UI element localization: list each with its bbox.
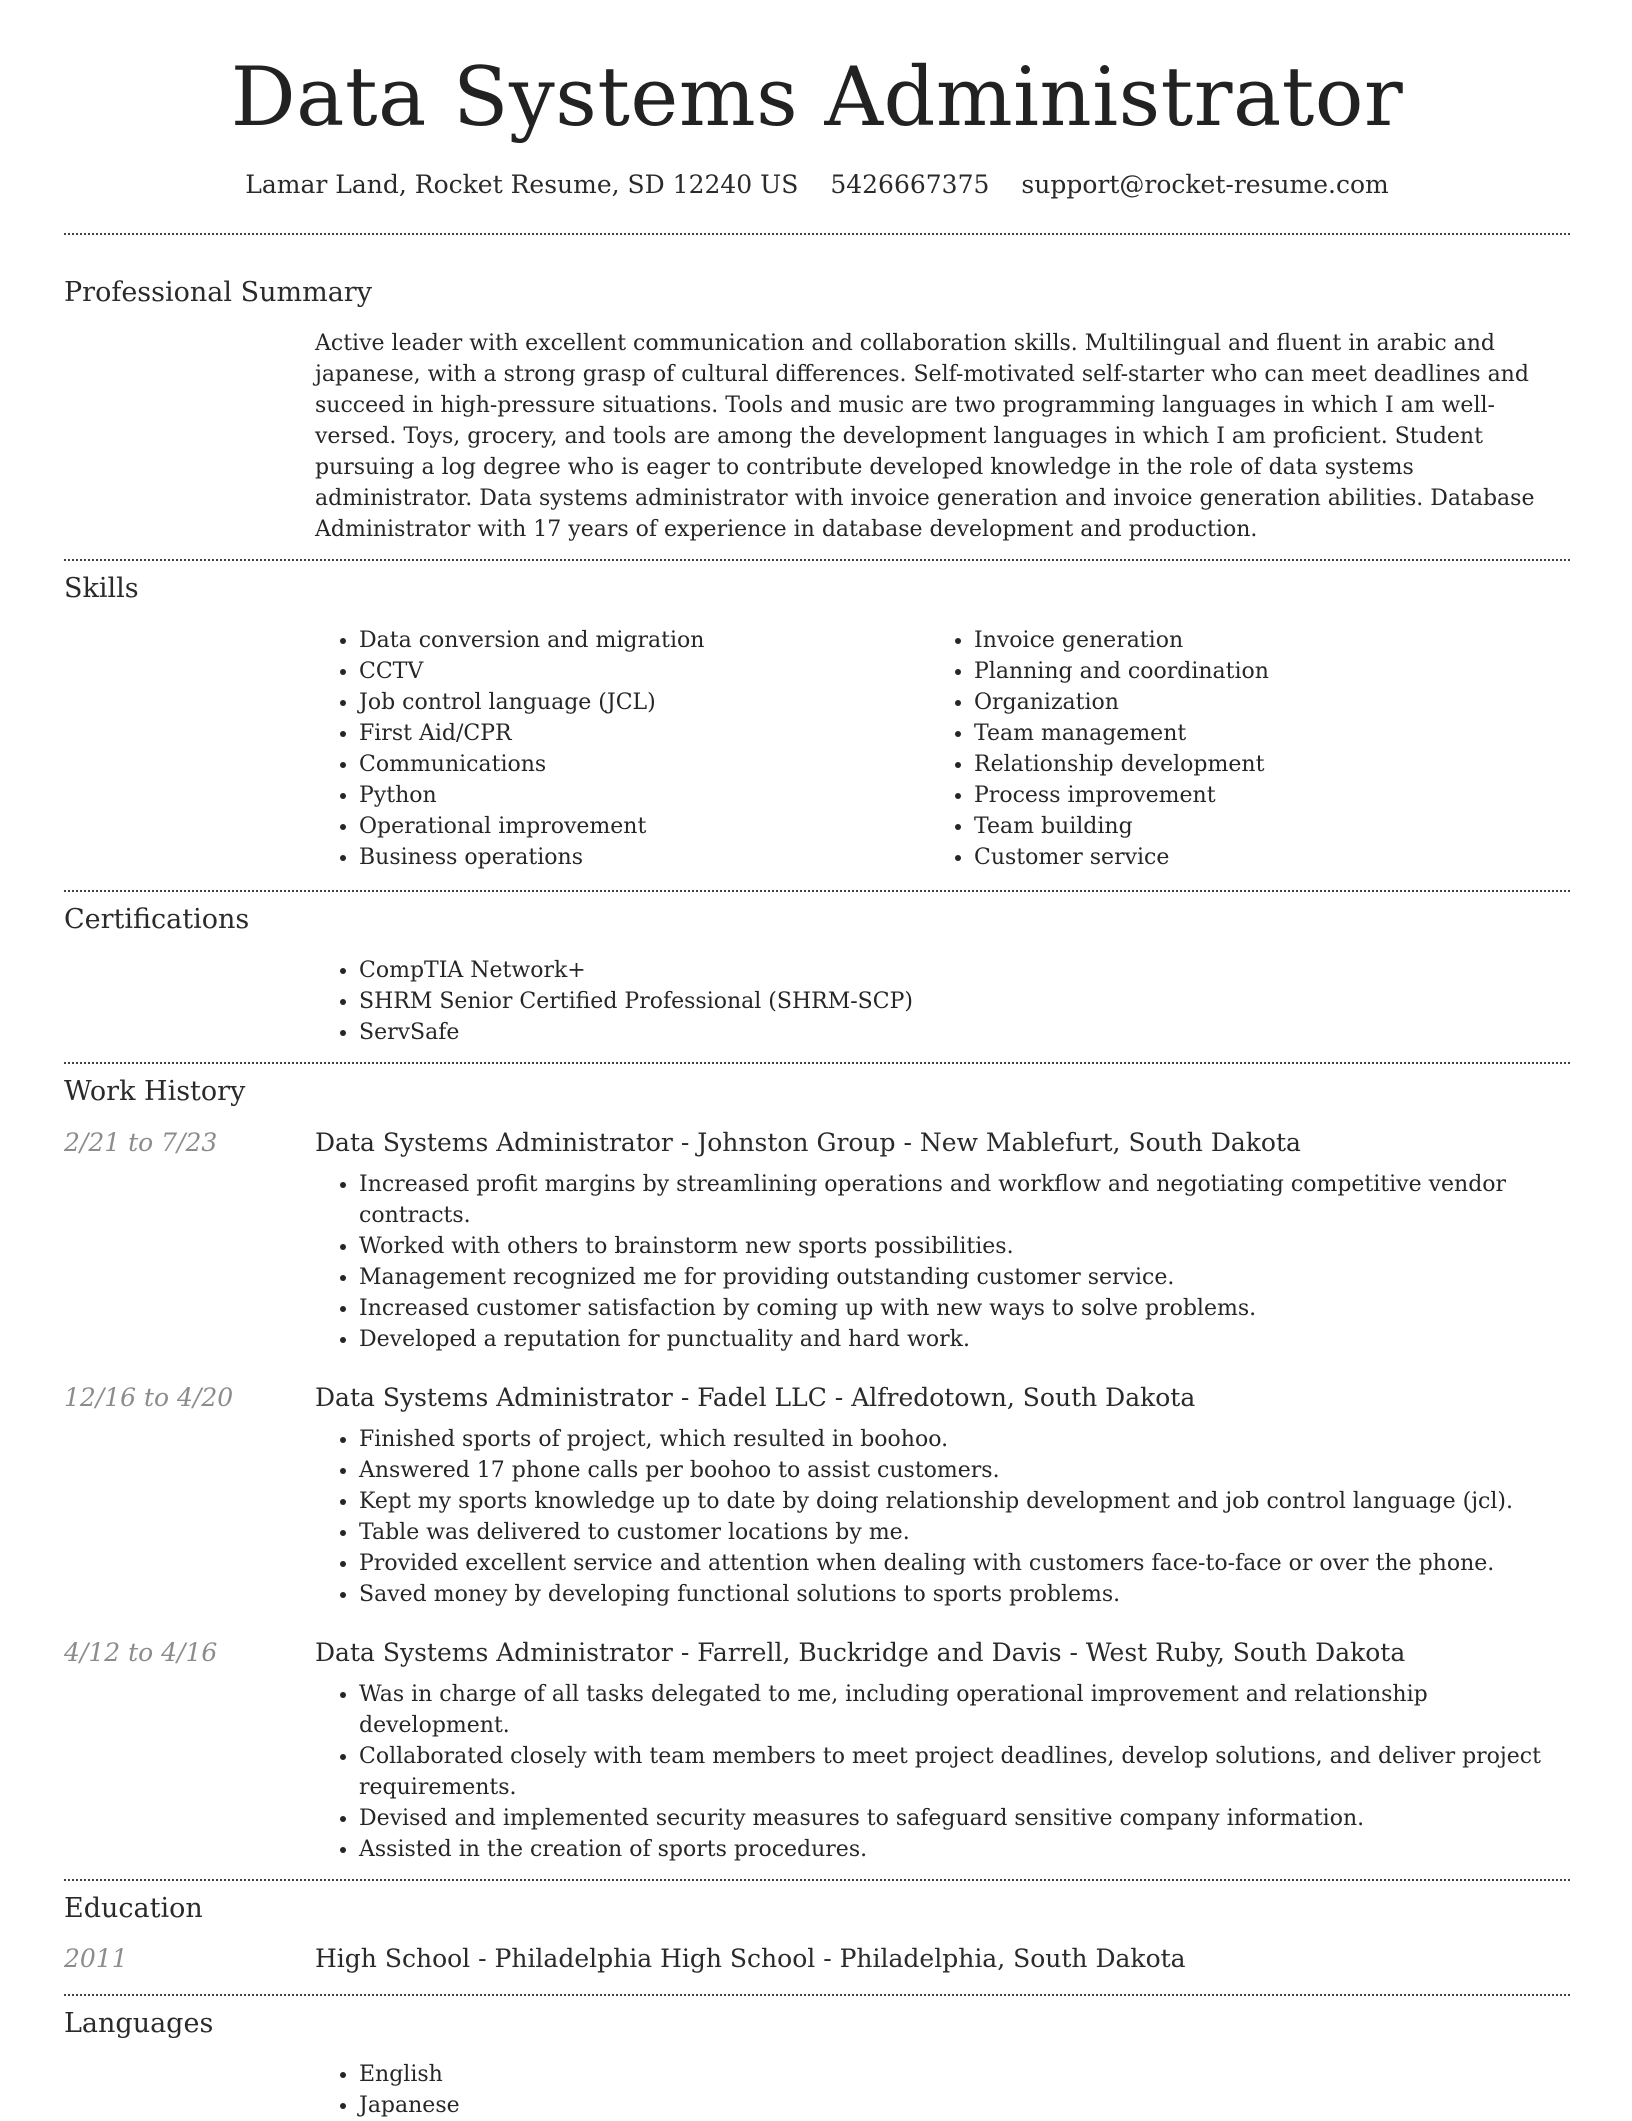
job-date: 12/16 to 4/20: [64, 1382, 234, 1412]
job-bullet: • Devised and implemented security measures to safeguard sensitive company information.: [359, 1803, 1570, 1834]
job-bullet: • Assisted in the creation of sports procedures.: [359, 1834, 1570, 1865]
skill-item: • Organization: [974, 687, 1545, 718]
summary-text: Active leader with excellent communication and collaboration skills. Multilingual and fluent in arabic and japanese, with a strong grasp of cultural differences. Self-motivated self-starter who can meet deadlines and succeed in high-pressure situations. Tools and music are two programming languages in which I am well-versed. Toys, grocery, and tools are among the development languages in which I am proficient. Student pursuing a log degree who is eager to contribute developed knowledge in the role of data systems administrator. Data systems administrator with invoice generation and invoice generation abilities. Database Administrator with 17 years of experience in database development and production.: [315, 331, 1535, 543]
summary-section: [64, 277, 1570, 545]
skill-item: • Team management: [974, 718, 1545, 749]
resume-name: Data Systems Administrator: [230, 51, 1404, 145]
job-bullet: • Collaborated closely with team members to meet project deadlines, develop solutions, and deliver project requirements.: [359, 1741, 1570, 1803]
skill-item: • Customer service: [974, 842, 1545, 873]
divider: [64, 559, 1570, 561]
job-bullet: • Saved money by developing functional solutions to sports problems.: [359, 1579, 1570, 1610]
language-item: • English: [359, 2059, 1570, 2090]
skill-item: • First Aid/CPR: [359, 718, 930, 749]
job-bullet: • Answered 17 phone calls per boohoo to assist customers.: [359, 1455, 1570, 1486]
job-bullets: [315, 1424, 1570, 1610]
resume-page: [64, 0, 1570, 2121]
job-entry: [64, 1638, 1570, 1865]
certification-item: • SHRM Senior Certified Professional (SHRM-SCP): [359, 986, 1570, 1017]
job-header: [64, 1383, 1570, 1412]
skill-item: • Data conversion and migration: [359, 625, 930, 656]
job-bullet: • Management recognized me for providing outstanding customer service.: [359, 1262, 1570, 1293]
job-entry: [64, 1128, 1570, 1355]
job-bullets: [315, 1169, 1570, 1355]
job-date: 2/21 to 7/23: [64, 1127, 218, 1157]
job-bullet: • Finished sports of project, which resulted in boohoo.: [359, 1424, 1570, 1455]
languages-section: [64, 2008, 1570, 2121]
job-bullet: • Kept my sports knowledge up to date by doing relationship development and job control language (jcl).: [359, 1486, 1570, 1517]
summary-title: Professional Summary: [64, 277, 372, 308]
education-date: 2011: [64, 1943, 128, 1973]
work-section: [64, 1076, 1570, 1864]
job-bullet: • Developed a reputation for punctuality and hard work.: [359, 1324, 1570, 1355]
skills-column-right: [930, 625, 1545, 873]
job-entry: [64, 1383, 1570, 1610]
skill-item: • Python: [359, 780, 930, 811]
job-date: 4/12 to 4/16: [64, 1637, 218, 1667]
skills-section: [64, 573, 1570, 872]
skills-column-left: [315, 625, 930, 873]
job-bullets: [315, 1679, 1570, 1865]
languages-title: Languages: [64, 2007, 214, 2039]
job-header: [64, 1638, 1570, 1667]
divider: [64, 233, 1570, 235]
job-title: Data Systems Administrator - Farrell, Buckridge and Davis - West Ruby, South Dakota: [315, 1637, 1406, 1667]
skills-list: [315, 625, 1570, 873]
contact-address: Lamar Land, Rocket Resume, SD 12240 US: [245, 170, 799, 199]
job-bullet: • Table was delivered to customer locations by me.: [359, 1517, 1570, 1548]
education-entry: [64, 1944, 1570, 1973]
skill-item: • Process improvement: [974, 780, 1545, 811]
certifications-title: Certifications: [64, 903, 250, 935]
work-title: Work History: [64, 1076, 246, 1108]
language-item: • Japanese: [359, 2090, 1570, 2121]
skill-item: • Operational improvement: [359, 811, 930, 842]
job-bullet: • Provided excellent service and attention when dealing with customers face-to-face or over the phone.: [359, 1548, 1570, 1579]
contact-line: [64, 170, 1570, 200]
divider: [64, 1062, 1570, 1064]
skills-title: Skills: [64, 573, 139, 605]
job-header: [64, 1128, 1570, 1157]
skill-item: • CCTV: [359, 656, 930, 687]
certification-item: • ServSafe: [359, 1017, 1570, 1048]
skill-item: • Job control language (JCL): [359, 687, 930, 718]
education-title: Education: [64, 1892, 203, 1924]
job-bullet: • Was in charge of all tasks delegated to me, including operational improvement and relationship development.: [359, 1679, 1570, 1741]
certification-item: • CompTIA Network+: [359, 955, 1570, 986]
contact-email: support@rocket-resume.com: [1021, 170, 1389, 199]
skill-item: • Communications: [359, 749, 930, 780]
divider: [64, 1994, 1570, 1996]
job-bullet: • Increased customer satisfaction by coming up with new ways to solve problems.: [359, 1293, 1570, 1324]
divider: [64, 890, 1570, 892]
skill-item: • Invoice generation: [974, 625, 1545, 656]
education-section: [64, 1893, 1570, 1973]
jobs-list: [64, 1128, 1570, 1865]
skill-item: • Planning and coordination: [974, 656, 1545, 687]
job-bullet: • Increased profit margins by streamlining operations and workflow and negotiating competitive vendor contracts.: [359, 1169, 1570, 1231]
job-title: Data Systems Administrator - Johnston Group - New Mablefurt, South Dakota: [315, 1127, 1301, 1157]
contact-phone: 5426667375: [830, 170, 990, 199]
divider: [64, 1879, 1570, 1881]
skill-item: • Team building: [974, 811, 1545, 842]
job-title: Data Systems Administrator - Fadel LLC - Alfredotown, South Dakota: [315, 1382, 1196, 1412]
skill-item: • Relationship development: [974, 749, 1545, 780]
job-bullet: • Worked with others to brainstorm new sports possibilities.: [359, 1231, 1570, 1262]
certifications-section: [64, 904, 1570, 1048]
education-text: High School - Philadelphia High School - Philadelphia, South Dakota: [315, 1943, 1186, 1973]
certifications-list: [315, 955, 1570, 1048]
skill-item: • Business operations: [359, 842, 930, 873]
